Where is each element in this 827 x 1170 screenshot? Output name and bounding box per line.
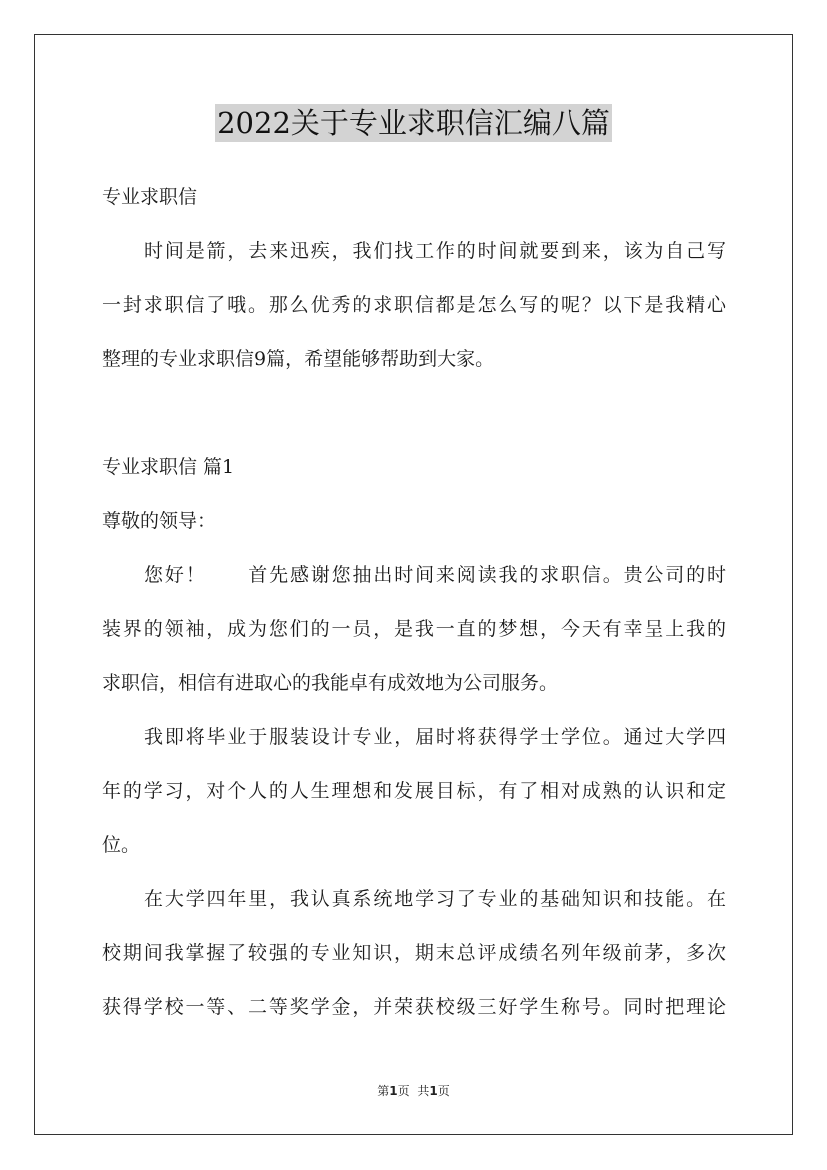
intro-line: 时间是箭，去来迅疾，我们找工作的时间就要到来，该为自己写 xyxy=(144,240,726,262)
section-heading: 专业求职信 xyxy=(102,186,198,208)
intro-line: 整理的专业求职信9篇，希望能够帮助到大家。 xyxy=(102,348,495,370)
intro-line: 一封求职信了哦。那么优秀的求职信都是怎么写的呢？以下是我精心 xyxy=(102,294,726,316)
paragraph-line: 您好！ 首先感谢您抽出时间来阅读我的求职信。贵公司的时 xyxy=(144,564,726,586)
paragraph-line: 年的学习，对个人的人生理想和发展目标，有了相对成熟的认识和定 xyxy=(102,780,726,802)
total-prefix: 共 xyxy=(417,1084,430,1098)
article-heading: 专业求职信 篇1 xyxy=(102,456,235,478)
document-title: 2022关于专业求职信汇编八篇 xyxy=(217,106,610,140)
paragraph-line: 我即将毕业于服装设计专业，届时将获得学士学位。通过大学四 xyxy=(144,726,726,748)
page-unit: 页 xyxy=(397,1084,410,1098)
total-unit: 页 xyxy=(437,1084,450,1098)
page-prefix: 第 xyxy=(377,1084,390,1098)
page-total: 1 xyxy=(429,1084,438,1098)
title-container xyxy=(0,104,827,142)
paragraph-line: 位。 xyxy=(102,834,141,856)
salutation: 尊敬的领导： xyxy=(102,510,217,532)
paragraph-line: 装界的领袖，成为您们的一员，是我一直的梦想，今天有幸呈上我的 xyxy=(102,618,726,640)
page-current: 1 xyxy=(389,1084,398,1098)
paragraph-line: 校期间我掌握了较强的专业知识，期末总评成绩名列年级前茅，多次 xyxy=(102,942,726,964)
blank-line xyxy=(102,386,726,440)
document-body xyxy=(102,170,726,1034)
paragraph-line: 在大学四年里，我认真系统地学习了专业的基础知识和技能。在 xyxy=(144,888,726,910)
page-footer xyxy=(0,1083,827,1099)
paragraph-line: 获得学校一等、二等奖学金，并荣获校级三好学生称号。同时把理论 xyxy=(102,996,726,1018)
paragraph-line: 求职信，相信有进取心的我能卓有成效地为公司服务。 xyxy=(102,672,559,694)
